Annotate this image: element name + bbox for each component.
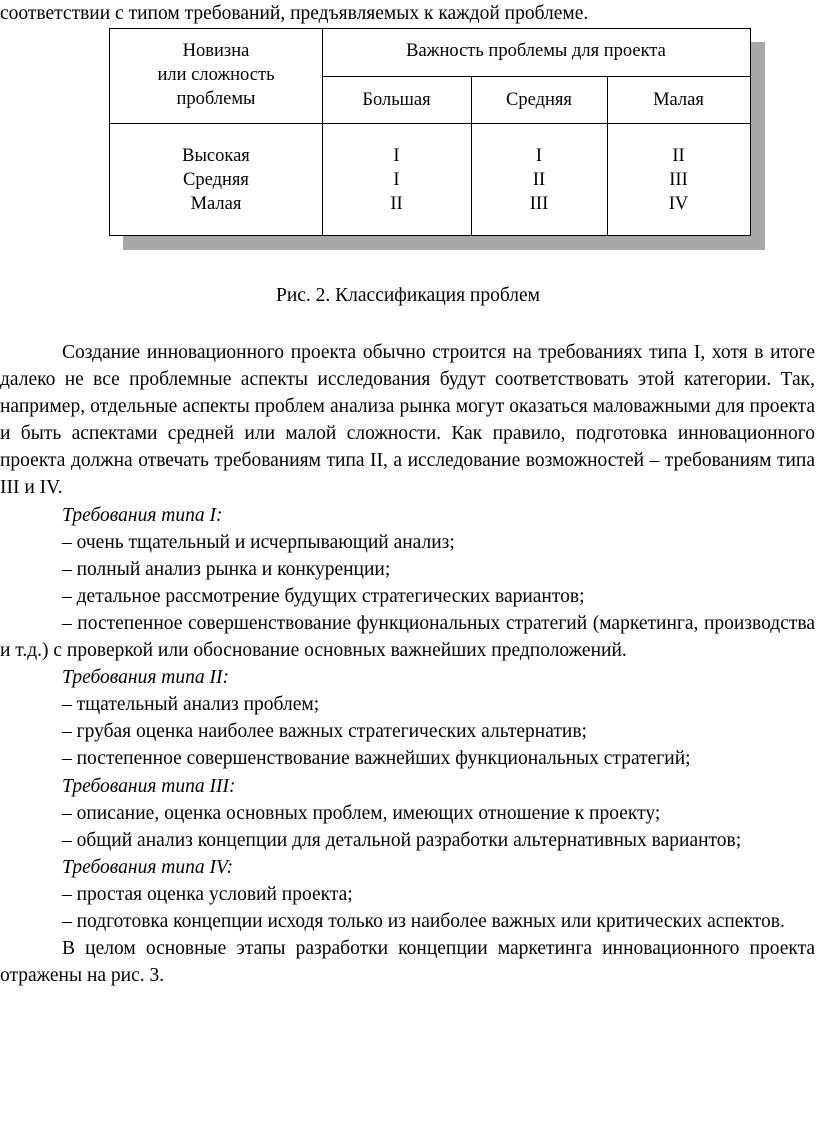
list-item: – тщательный анализ проблем; [62,694,320,716]
column-values-medium [471,144,607,216]
header-importance: Важность проблемы для проекта [406,41,666,61]
row-label-low: Малая [190,194,242,214]
list-item: – общий анализ концепции для детальной разработки альтернативных вариантов; [62,829,742,851]
body-text [0,339,815,989]
list-item: – простая оценка условий проекта; [62,883,353,905]
list-item: – постепенное совершенствование важнейших функциональных стратегий; [62,748,691,770]
list-item: – описание, оценка основных проблем, имеющих отношение к проекту; [62,802,661,824]
table-cell: II [532,170,546,190]
table-cell: I [535,146,543,166]
intro-line: соответствии с типом требований, предъявляемых к каждой проблеме. [0,3,589,24]
list-item: – очень тщательный и исчерпывающий анализ; [62,531,455,553]
row-label-high: Высокая [182,146,250,166]
type4-heading: Требования типа IV: [62,856,234,878]
paragraph: Создание инновационного проекта обычно строится на требованиях типа I, хотя в итоге далеко не все проблемные аспекты исследования будут соответствовать этой категории. Так, например, отдельные аспекты проблем анализа рынка могут оказаться маловажными для проекта и быть аспектами средней или малой сложности. Как правило, подготовка инновационного проекта должна отвечать требованиям типа II, а исследование возможностей – требованиям типа III и IV. [0,342,815,499]
header-novelty [110,39,322,111]
type1-heading: Требования типа I: [62,504,223,526]
table-cell: III [669,170,688,190]
list-item: – подготовка концепции исходя только из наиболее важных или критических аспектов. [62,910,785,932]
header-novelty-line: проблемы [176,89,256,109]
table-cell: I [393,170,400,190]
table-cell: IV [668,194,689,214]
header-novelty-line: Новизна [182,41,250,61]
list-item: – постепенное совершенствование функциональных стратегий (маркетинга, производства и т.д.) с проверкой или обоснование основных важнейших предположений. [0,612,815,662]
type2-heading: Требования типа II: [62,667,229,689]
list-item: – детальное рассмотрение будущих стратегических вариантов; [62,585,585,607]
row-labels [110,144,322,216]
table-cell: II [390,194,403,214]
row-label-medium: Средняя [183,170,249,190]
column-values-small [607,144,750,216]
figure-table [109,28,751,236]
column-header-small: Малая [653,90,704,110]
figure-caption: Рис. 2. Классификация проблем [275,285,541,306]
header-novelty-line: или сложность [157,65,275,85]
column-header-large: Большая [362,90,431,110]
type3-heading: Требования типа III: [62,775,236,797]
table-cell: III [529,194,549,214]
table-divider [110,123,750,124]
column-header-medium: Средняя [506,90,572,110]
list-item: – полный анализ рынка и конкуренции; [62,558,391,580]
table-cell: II [672,146,685,166]
column-values-large [322,144,471,216]
final-paragraph: В целом основные этапы разработки концепции маркетинга инновационного проекта отражены на рис. 3. [0,938,815,987]
table-cell: I [393,146,400,166]
table-divider [322,76,750,77]
classification-figure [109,28,751,236]
list-item: – грубая оценка наиболее важных стратегических альтернатив; [62,721,587,743]
